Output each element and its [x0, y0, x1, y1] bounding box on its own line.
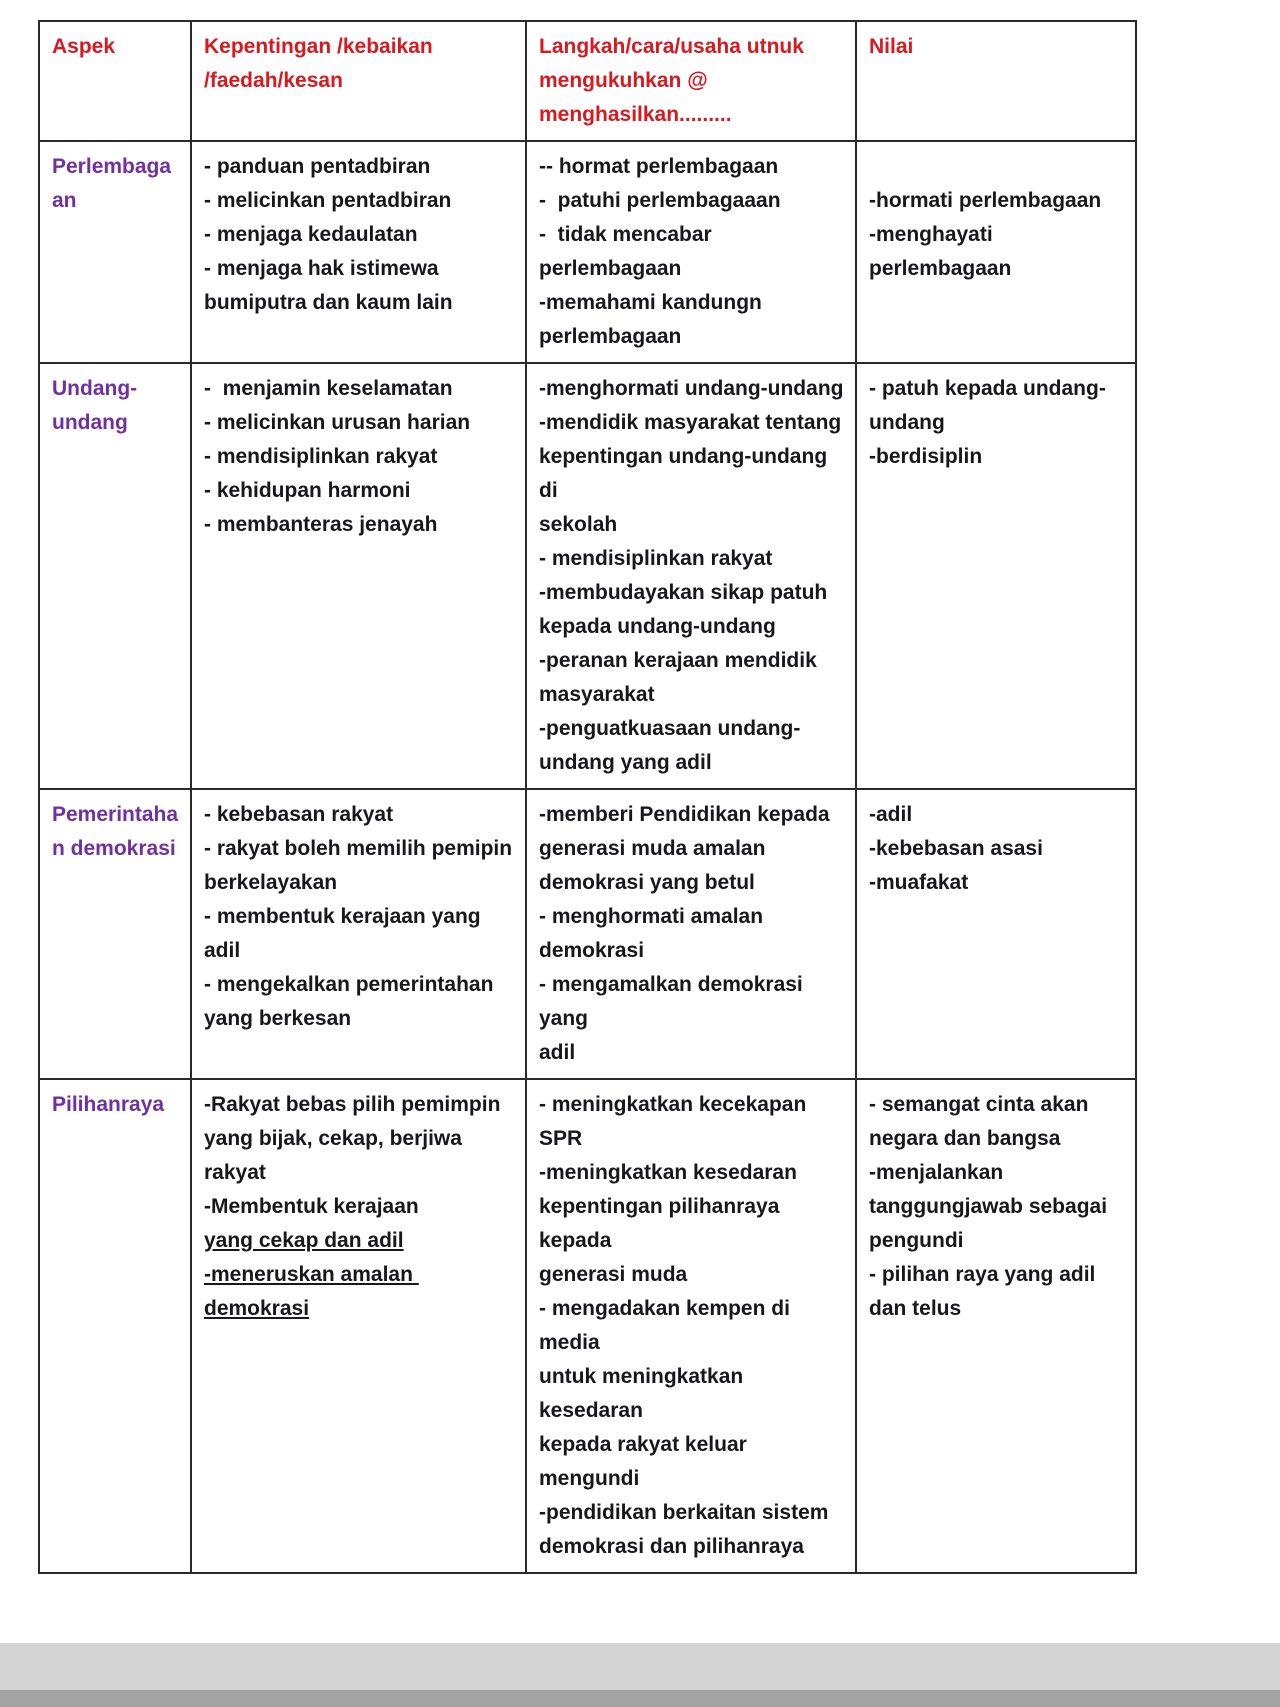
cell-line: untuk meningkatkan kesedaran: [539, 1365, 750, 1422]
cell-line: -meneruskan amalan demokrasi: [204, 1263, 419, 1320]
header-line: Kepentingan /kebaikan: [204, 35, 433, 58]
cell-line: - kehidupan harmoni: [204, 479, 411, 502]
cell-line: yang bijak, cekap, berjiwa rakyat: [204, 1127, 468, 1184]
cell-line: -Rakyat bebas pilih pemimpin: [204, 1093, 501, 1116]
scan-footer-band-dark: [0, 1690, 1280, 1707]
cell-line: undang: [869, 411, 945, 434]
cell-line: - meningkatkan kecekapan SPR: [539, 1093, 813, 1150]
aspect-label: Pilihanraya: [52, 1093, 165, 1116]
cell-line: -kebebasan asasi: [869, 837, 1043, 860]
cell-line: -menghormati undang-undang: [539, 377, 844, 400]
table-header-row: [39, 21, 1136, 141]
cell-line: - kebebasan rakyat: [204, 803, 394, 826]
cell-line: -membudayakan sikap patuh: [539, 581, 828, 604]
aspect-label: Undang-undang: [52, 377, 138, 434]
cell-line: kepentingan undang-undang di: [539, 445, 833, 502]
cell-line: - menghormati amalan: [539, 905, 764, 928]
cell-line: - mendisiplinkan rakyat: [539, 547, 773, 570]
cell-line: demokrasi: [539, 939, 645, 962]
nilai-cell: [856, 141, 1136, 363]
cell-line: - membanteras jenayah: [204, 513, 438, 536]
cell-line: -adil: [869, 803, 913, 826]
header-line: Langkah/cara/usaha utnuk: [539, 35, 804, 58]
table-row: [39, 141, 1136, 363]
cell-line: - menjamin keselamatan: [204, 377, 453, 400]
cell-line: - mendisiplinkan rakyat: [204, 445, 438, 468]
header-line: menghasilkan.........: [539, 103, 732, 126]
cell-line: [869, 150, 1125, 184]
cell-line: -meningkatkan kesedaran: [539, 1161, 797, 1184]
cell-line: negara dan bangsa: [869, 1127, 1061, 1150]
cell-line: sekolah: [539, 513, 618, 536]
cell-line: -pendidikan berkaitan sistem: [539, 1501, 829, 1524]
column-header-3: [856, 21, 1136, 141]
langkah-cell: [526, 363, 856, 789]
cell-line: - panduan pentadbiran: [204, 155, 431, 178]
cell-line: generasi muda amalan: [539, 837, 766, 860]
kepentingan-cell: [191, 363, 526, 789]
cell-line: perlembagaan: [869, 257, 1012, 280]
cell-line: -- hormat perlembagaan: [539, 155, 779, 178]
cell-line: - mengekalkan pemerintahan: [204, 973, 494, 996]
header-line: mengukuhkan @: [539, 69, 708, 92]
table-row: [39, 1079, 1136, 1573]
cell-line: -menghayati: [869, 223, 993, 246]
cell-line: kepada undang-undang: [539, 615, 776, 638]
nilai-cell: [856, 1079, 1136, 1573]
aspect-cell: [39, 789, 191, 1079]
cell-line: berkelayakan: [204, 871, 338, 894]
cell-line: - rakyat boleh memilih pemipin: [204, 837, 513, 860]
cell-line: generasi muda: [539, 1263, 688, 1286]
cell-line: masyarakat: [539, 683, 655, 706]
cell-line: -memberi Pendidikan kepada: [539, 803, 830, 826]
langkah-cell: [526, 789, 856, 1079]
nilai-cell: [856, 363, 1136, 789]
cell-line: tanggungjawab sebagai: [869, 1195, 1108, 1218]
aspect-label: Perlembagaan: [52, 155, 172, 212]
cell-line: - melicinkan urusan harian: [204, 411, 471, 434]
cell-line: undang yang adil: [539, 751, 712, 774]
cell-line: yang berkesan: [204, 1007, 352, 1030]
table-row: [39, 363, 1136, 789]
aspect-cell: [39, 363, 191, 789]
column-header-1: [191, 21, 526, 141]
nilai-cell: [856, 789, 1136, 1079]
cell-line: - menjaga hak istimewa: [204, 257, 439, 280]
cell-line: -hormati perlembagaan: [869, 189, 1102, 212]
cell-line: -berdisiplin: [869, 445, 983, 468]
aspect-label: Pemerintahan demokrasi: [52, 803, 179, 860]
cell-line: adil: [539, 1041, 576, 1064]
cell-line: bumiputra dan kaum lain: [204, 291, 453, 314]
cell-line: perlembagaan: [539, 325, 682, 348]
cell-line: - menjaga kedaulatan: [204, 223, 418, 246]
cell-line: -menjalankan: [869, 1161, 1004, 1184]
column-header-2: [526, 21, 856, 141]
cell-line: -memahami kandungn: [539, 291, 762, 314]
cell-line: - pilihan raya yang adil: [869, 1263, 1096, 1286]
cell-line: - membentuk kerajaan yang adil: [204, 905, 487, 962]
cell-line: demokrasi yang betul: [539, 871, 755, 894]
scan-footer-band-light: [0, 1643, 1280, 1690]
cell-line: -peranan kerajaan mendidik: [539, 649, 817, 672]
header-line: /faedah/kesan: [204, 69, 343, 92]
cell-line: pengundi: [869, 1229, 964, 1252]
column-header-0: [39, 21, 191, 141]
kepentingan-cell: [191, 141, 526, 363]
kepentingan-cell: [191, 789, 526, 1079]
cell-line: kepentingan pilihanraya kepada: [539, 1195, 786, 1252]
cell-line: -muafakat: [869, 871, 969, 894]
aspect-cell: [39, 1079, 191, 1573]
header-line: Aspek: [52, 35, 116, 58]
cell-line: - mengamalkan demokrasi yang: [539, 973, 809, 1030]
langkah-cell: [526, 141, 856, 363]
cell-line: dan telus: [869, 1297, 962, 1320]
cell-line: - tidak mencabar perlembagaan: [539, 223, 718, 280]
notes-table: [38, 20, 1137, 1574]
table-row: [39, 789, 1136, 1079]
langkah-cell: [526, 1079, 856, 1573]
cell-line: - patuhi perlembagaaan: [539, 189, 781, 212]
cell-line: demokrasi dan pilihanraya: [539, 1535, 804, 1558]
cell-line: - mengadakan kempen di media: [539, 1297, 796, 1354]
kepentingan-cell: [191, 1079, 526, 1573]
cell-line: - patuh kepada undang-: [869, 377, 1106, 400]
aspect-cell: [39, 141, 191, 363]
cell-line: yang cekap dan adil: [204, 1229, 404, 1252]
header-line: Nilai: [869, 35, 914, 58]
cell-line: - melicinkan pentadbiran: [204, 189, 452, 212]
cell-line: -penguatkuasaan undang-: [539, 717, 801, 740]
cell-line: - semangat cinta akan: [869, 1093, 1089, 1116]
cell-line: -mendidik masyarakat tentang: [539, 411, 842, 434]
cell-line: kepada rakyat keluar mengundi: [539, 1433, 753, 1490]
cell-line: -Membentuk kerajaan: [204, 1195, 419, 1218]
